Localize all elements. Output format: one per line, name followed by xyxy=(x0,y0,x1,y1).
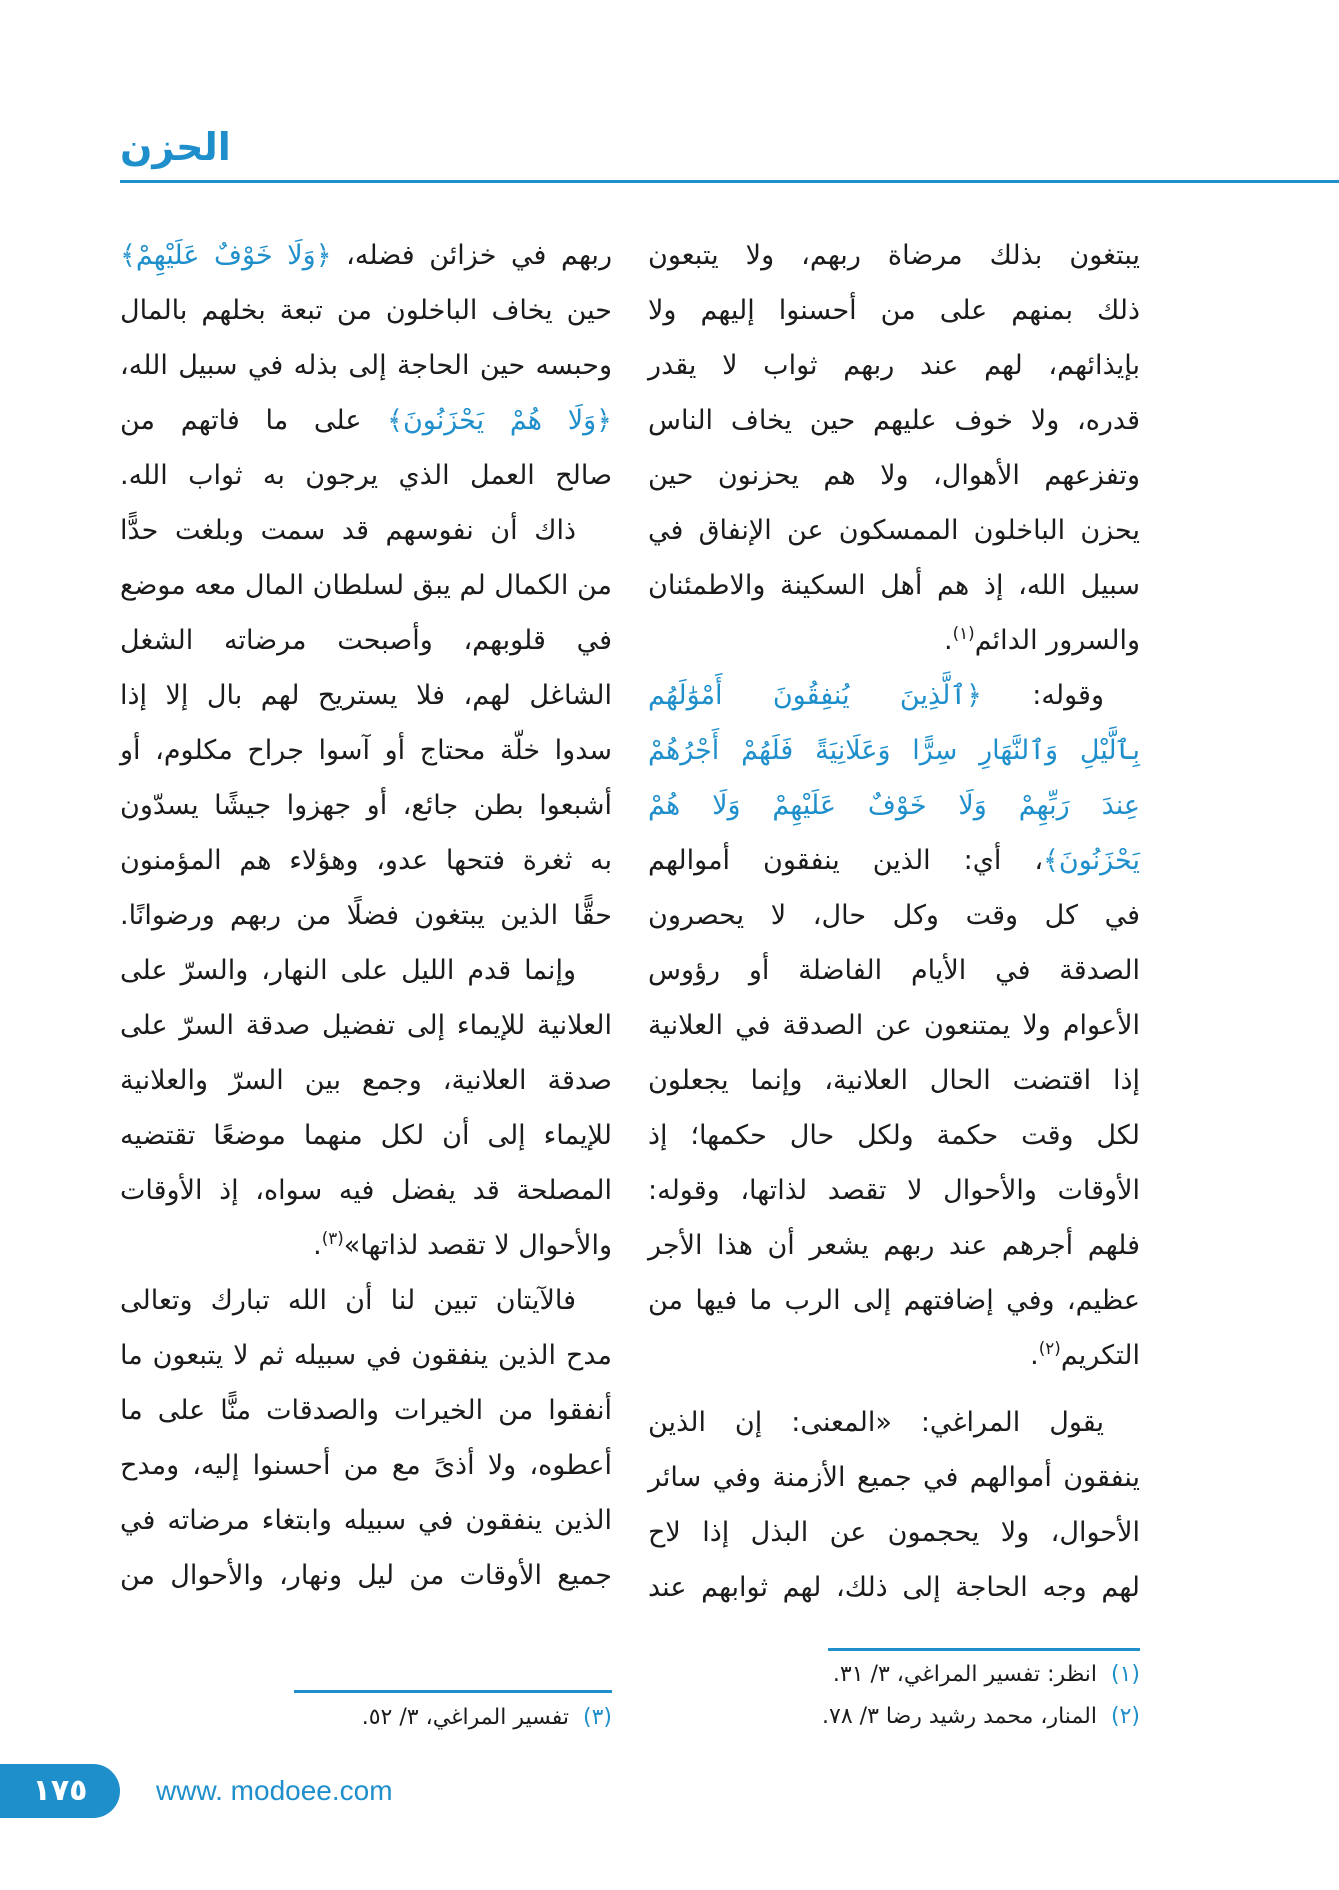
text-segment: التكريم xyxy=(1060,1340,1140,1371)
text-line xyxy=(648,833,1140,888)
text-line: يقول المراغي: «المعنى: إن الذين xyxy=(648,1407,1104,1438)
text-line: الصدقة في الأيام الفاضلة أو رؤوس xyxy=(648,955,1140,986)
text-line: حقًّا الذين يبتغون فضلًا من ربهم ورضوانًا. xyxy=(120,900,612,931)
footnote xyxy=(700,1654,1140,1696)
text-line: عظيم، وفي إضافتهم إلى الرب ما فيها من xyxy=(648,1285,1140,1316)
text-line: سدوا خلّة محتاج أو آسوا جراح مكلوم، أو xyxy=(120,735,612,766)
text-line: للإيماء إلى أن لكل منهما موضعًا تقتضيه xyxy=(120,1120,612,1151)
text-line: حين يخاف الباخلون من تبعة بخلهم بالمال xyxy=(120,295,612,326)
text-segment: . xyxy=(313,1230,322,1261)
footnote-divider-right xyxy=(828,1648,1140,1651)
text-line: يحزن الباخلون الممسكون عن الإنفاق في xyxy=(648,515,1140,546)
text-line: أشبعوا بطن جائع، أو جهزوا جيشًا يسدّون xyxy=(120,790,612,821)
text-line: الأوقات والأحوال لا تقصد لذاتها، وقوله: xyxy=(648,1175,1140,1206)
text-line: لكل وقت حكمة ولكل حال حكمها؛ إذ xyxy=(648,1120,1140,1151)
footnotes-left xyxy=(192,1697,612,1739)
footnote-reference: (١) xyxy=(952,623,975,643)
footnote-reference: (٢) xyxy=(1038,1338,1061,1358)
text-line xyxy=(648,668,1140,723)
text-line xyxy=(120,1218,612,1273)
footnotes-right xyxy=(700,1654,1140,1738)
footnote-text: انظر: تفسير المراغي، ٣/ ٣١. xyxy=(832,1662,1097,1687)
text-line: وتفزعهم الأهوال، ولا هم يحزنون حين xyxy=(648,460,1140,491)
text-line: الأحوال، ولا يحجمون عن البذل إذا لاح xyxy=(648,1517,1140,1548)
footnote-text: تفسير المراغي، ٣/ ٥٢. xyxy=(361,1705,569,1730)
quran-verse-text: يَحْزَنُونَ﴾ xyxy=(1043,845,1140,876)
text-line: جميع الأوقات من ليل ونهار، والأحوال من xyxy=(120,1560,612,1591)
text-line: الأعوام ولا يمتنعون عن الصدقة في العلانية xyxy=(648,1010,1140,1041)
text-line: إذا اقتضت الحال العلانية، وإنما يجعلون xyxy=(648,1065,1140,1096)
footnote-reference: (٣) xyxy=(321,1228,344,1248)
text-line xyxy=(648,613,1140,668)
quran-verse-text: ﴿وَلَا خَوْفٌ عَلَيْهِمْ﴾ xyxy=(120,240,332,271)
footnote-number: (١) xyxy=(1110,1662,1140,1687)
text-segment: وقوله: xyxy=(982,680,1104,711)
footnote-divider-left xyxy=(294,1690,612,1693)
quran-verse-text: ﴿ٱلَّذِينَ يُنفِقُونَ أَمْوَٰلَهُم xyxy=(648,680,982,711)
text-line: العلانية للإيماء إلى تفضيل صدقة السرّ على xyxy=(120,1010,612,1041)
text-segment: ، أي: الذين ينفقون أموالهم xyxy=(648,845,1044,876)
page-number-tab xyxy=(0,1764,120,1818)
header-divider xyxy=(120,180,1339,183)
text-line: به ثغرة فتحها عدو، وهؤلاء هم المؤمنون xyxy=(120,845,612,876)
text-line: بإيذائهم، لهم عند ربهم ثواب لا يقدر xyxy=(648,350,1140,381)
text-segment: والأحوال لا تقصد لذاتها» xyxy=(343,1230,612,1261)
chapter-title: الحزن xyxy=(120,125,231,169)
text-line: ذلك بمنهم على من أحسنوا إليهم ولا xyxy=(648,295,1140,326)
footnote xyxy=(700,1696,1140,1738)
text-line: صالح العمل الذي يرجون به ثواب الله. xyxy=(120,460,612,491)
text-line: قدره، ولا خوف عليهم حين يخاف الناس xyxy=(648,405,1140,436)
text-line xyxy=(648,1328,1140,1383)
left-text-column xyxy=(120,228,612,1603)
quran-verse-text: بِٱلَّيْلِ وَٱلنَّهَارِ سِرًّا وَعَلَانِيَةً فَلَهُمْ أَجْرُهُمْ xyxy=(648,735,1140,766)
text-segment: والسرور الدائم xyxy=(974,625,1140,656)
text-line: وحبسه حين الحاجة إلى بذله في سبيل الله، xyxy=(120,350,612,381)
text-line: سبيل الله، إذ هم أهل السكينة والاطمئنان xyxy=(648,570,1140,601)
footnote xyxy=(192,1697,612,1739)
text-line xyxy=(648,778,1140,833)
text-line: فالآيتان تبين لنا أن الله تبارك وتعالى xyxy=(120,1285,576,1316)
text-line: صدقة العلانية، وجمع بين السرّ والعلانية xyxy=(120,1065,612,1096)
quran-verse-text: عِندَ رَبِّهِمْ وَلَا خَوْفٌ عَلَيْهِمْ وَلَا هُمْ xyxy=(648,790,1140,821)
website-url: www. modoee.com xyxy=(156,1775,393,1806)
text-segment: . xyxy=(944,625,953,656)
text-line: لهم وجه الحاجة إلى ذلك، لهم ثوابهم عند xyxy=(648,1572,1140,1603)
text-line: فلهم أجرهم عند ربهم يشعر أن هذا الأجر xyxy=(648,1230,1140,1261)
text-line xyxy=(648,723,1140,778)
text-line: وإنما قدم الليل على النهار، والسرّ على xyxy=(120,955,576,986)
text-line: يبتغون بذلك مرضاة ربهم، ولا يتبعون xyxy=(648,240,1140,271)
quran-verse-text: ﴿وَلَا هُمْ يَحْزَنُونَ﴾ xyxy=(387,405,612,436)
text-line: في كل وقت وكل حال، لا يحصرون xyxy=(648,900,1140,931)
footnote-number: (٣) xyxy=(582,1705,612,1730)
text-line: ينفقون أموالهم في جميع الأزمنة وفي سائر xyxy=(648,1462,1140,1493)
text-line: المصلحة قد يفضل فيه سواه، إذ الأوقات xyxy=(120,1175,612,1206)
text-line: مدح الذين ينفقون في سبيله ثم لا يتبعون ما xyxy=(120,1340,612,1371)
text-segment: . xyxy=(1030,1340,1039,1371)
text-line xyxy=(120,228,612,283)
page-number: ١٧٥ xyxy=(32,1773,88,1808)
right-text-column xyxy=(648,228,1140,1615)
text-line xyxy=(120,393,612,448)
text-line: الذين ينفقون في سبيله وابتغاء مرضاته في xyxy=(120,1505,612,1536)
text-line: في قلوبهم، وأصبحت مرضاته الشغل xyxy=(120,625,612,656)
text-segment: على ما فاتهم من xyxy=(120,405,388,436)
footnote-number: (٢) xyxy=(1110,1704,1140,1729)
text-line: من الكمال لم يبق لسلطان المال معه موضع xyxy=(120,570,612,601)
text-line: الشاغل لهم، فلا يستريح لهم بال إلا إذا xyxy=(120,680,612,711)
text-line: ذاك أن نفوسهم قد سمت وبلغت حدًّا xyxy=(120,515,576,546)
text-line: أنفقوا من الخيرات والصدقات منًّا على ما xyxy=(120,1395,612,1426)
footnote-text: المنار، محمد رشيد رضا ٣/ ٧٨. xyxy=(822,1704,1097,1729)
text-segment: ربهم في خزائن فضله، xyxy=(331,240,612,271)
text-line: أعطوه، ولا أذىً مع من أحسنوا إليه، ومدح xyxy=(120,1450,612,1481)
